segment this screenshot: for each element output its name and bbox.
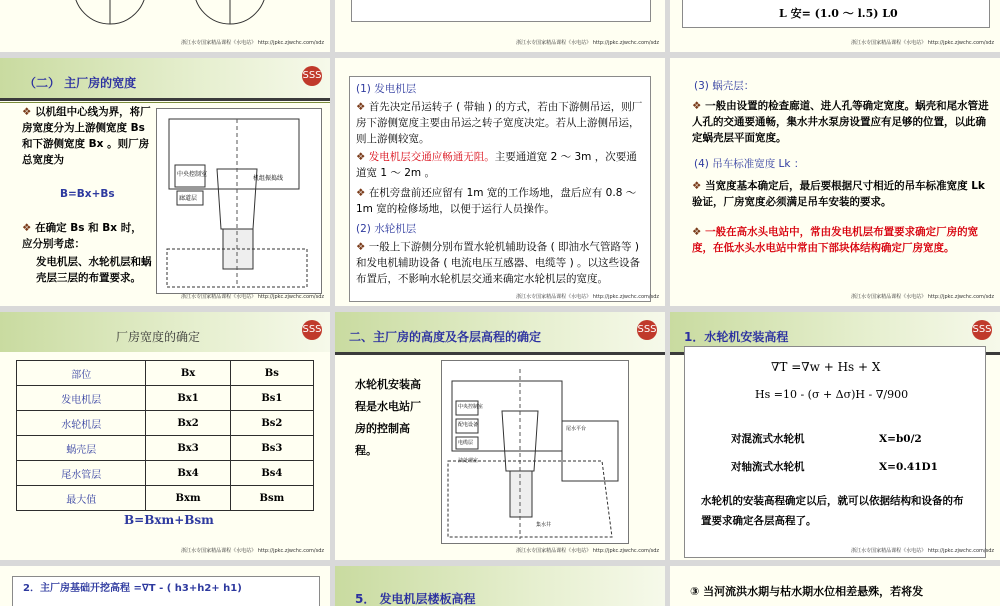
slide-title: 1．水轮机安装高程 [684, 330, 789, 344]
paragraph-2: ❖ 在确定 Bs 和 Bx 时，应分别考虑： [22, 222, 142, 250]
bullet-item: ❖ 首先决定吊运转子 ( 带轴 ) 的方式，若由下游侧吊运，则厂房下游侧宽度主要由吊运之转子宽度决定。若从上游侧吊运，则上游侧较宽。 [356, 101, 643, 145]
content-box [351, 0, 651, 22]
drawing-label: 中央控制室 [177, 171, 208, 178]
drawing-label: 尾水平台 [566, 426, 587, 432]
divider [335, 352, 665, 355]
slide-title: 二、主厂房的高度及各层高程的确定 [349, 330, 542, 344]
title-band [335, 312, 665, 352]
footer-text: 浙江水专国家精品课程《水电站》 http://jpkc.zjwchc.com/sdz [181, 40, 324, 46]
table-header-cell: 部位 [17, 361, 146, 386]
elevation-svg [442, 361, 628, 543]
slide-width-table [0, 312, 330, 560]
footer-text: 浙江水专国家精品课程《水电站》 http://jpkc.zjwchc.com/sdz [181, 294, 324, 300]
table-cell: Bs1 [230, 386, 313, 411]
section-heading: (3) 蜗壳层： [694, 80, 755, 92]
content-box [12, 576, 320, 606]
table-row [17, 486, 314, 511]
divider [0, 102, 330, 103]
drawing-label: 配电设备 [458, 422, 479, 428]
bullet-item-highlight: ❖ 一般在高水头电站中，常由发电机层布置要求确定厂房的宽度，在低水头水电站中常由下部块体结构确定厂房宽度。 [692, 226, 979, 254]
bullet-text: 当宽度基本确定后，最后要根据尺寸相近的吊车标准宽度 Lk 验证，厂房宽度必须满足吊车安装的要求。 [692, 180, 985, 208]
slide-title: 5． 发电机层楼板高程 [355, 592, 476, 606]
bullet-text-highlight: 发电机层交通应畅通无阻。 [368, 151, 495, 163]
bullet-text: 在机旁盘前还应留有 1m 宽的工作场地，盘后应有 0.8 ～ 1m 宽的检修场地，以便于运行人员操作。 [356, 187, 637, 215]
bullet-text: 首先决定吊运转子 ( 带轴 ) 的方式，若由下游侧吊运，则厂房下游侧宽度主要由吊运之转子宽度决定。若从上游侧吊运，则上游侧较宽。 [356, 101, 643, 145]
table-cell: 水轮机层 [17, 411, 146, 436]
table-cell: 蜗壳层 [17, 436, 146, 461]
francis-label: 对混流式水轮机 [731, 433, 805, 445]
slide-bottom-left [0, 566, 330, 606]
width-formula: B=Bx+Bs [60, 188, 115, 200]
table-header-cell: Bs [230, 361, 313, 386]
footer-text: 浙江水专国家精品课程《水电站》 http://jpkc.zjwchc.com/sdz [181, 548, 324, 554]
table-row [17, 386, 314, 411]
formula-box [682, 0, 990, 28]
table-row [17, 411, 314, 436]
slide-top-right [670, 0, 1000, 52]
table-row [17, 436, 314, 461]
bullet-text: 一般在高水头电站中，常由发电机层布置要求确定厂房的宽度，在低水头水电站中常由下部块体结构确定厂房宽度。 [692, 226, 979, 254]
divider [0, 98, 330, 101]
powerhouse-elevation-drawing [441, 360, 629, 544]
bullet-item: ❖ 当宽度基本确定后，最后要根据尺寸相近的吊车标准宽度 Lk 验证，厂房宽度必须满足吊车安装的要求。 [692, 180, 985, 208]
paragraph-1-text: 以机组中心线为界，将厂房宽度分为上游侧宽度 Bs 和下游侧宽度 Bx 。则厂房总宽度为 [22, 106, 151, 166]
drawing-label: 集水井 [536, 522, 552, 528]
bullet-item: ❖ 发电机层交通应畅通无阻。主要通道宽 2 ～ 3m ，次要通道宽 1 ～ 2m 。 [356, 151, 637, 179]
total-width-formula: B=Bxm+Bsm [124, 513, 214, 527]
bullet-item: ❖ 一般由设置的检查廊道、进人孔等确定宽度。蜗壳和尾水管进人孔的交通要通畅，集水井水泵房设置应有足够的位置，以此确定蜗壳层平面宽度。 [692, 100, 989, 144]
paragraph-3: 发电机层、水轮机层和蜗壳层三层的布置要求。 [36, 256, 152, 284]
bullet-item: ❖ 在机旁盘前还应留有 1m 宽的工作场地，盘后应有 0.8 ～ 1m 宽的检修场地，以便于运行人员操作。 [356, 187, 637, 215]
footer-text: 浙江水专国家精品课程《水电站》 http://jpkc.zjwchc.com/sdz [851, 548, 994, 554]
table-cell: Bxm [146, 486, 230, 511]
content-box [349, 76, 651, 302]
paragraph-2-text: 在确定 Bs 和 Bx 时，应分别考虑： [22, 222, 142, 250]
footer-text: 浙江水专国家精品课程《水电站》 http://jpkc.zjwchc.com/sdz [851, 294, 994, 300]
title-band [0, 312, 330, 352]
section-heading: (1) 发电机层 [356, 83, 417, 95]
table-cell: Bs3 [230, 436, 313, 461]
elevation-equation: ∇T =∇w + Hs + X [771, 360, 881, 374]
table-cell: Bx4 [146, 461, 230, 486]
drawing-label: 机组振捣线 [253, 175, 284, 182]
flood-level-text: ③ 当河流洪水期与枯水期水位相差悬殊，若将发 [690, 585, 924, 598]
section-heading: (4) 吊车标准宽度 Lk ： [694, 158, 805, 170]
table-row [17, 461, 314, 486]
conclusion-text: 水轮机的安装高程确定以后，就可以依据结构和设备的布置要求确定各层高程了。 [701, 495, 964, 527]
footer-text: 浙江水专国家精品课程《水电站》 http://jpkc.zjwchc.com/sdz [851, 40, 994, 46]
logo-icon: SSS [637, 320, 657, 340]
footer-text: 浙江水专国家精品课程《水电站》 http://jpkc.zjwchc.com/sdz [516, 40, 659, 46]
table-cell: Bs2 [230, 411, 313, 436]
table-header-row [17, 361, 314, 386]
slide-title: 厂房宽度的确定 [116, 330, 201, 344]
drawing-label: 廊道层 [179, 195, 198, 202]
slide-bottom-middle [335, 566, 665, 606]
suction-height-equation: Hs =10 - (σ + Δσ)H - ∇/900 [755, 388, 909, 401]
logo-icon: SSS [972, 320, 992, 340]
table-cell: Bx3 [146, 436, 230, 461]
table-cell: 发电机层 [17, 386, 146, 411]
slide-spiral-case-floor [670, 58, 1000, 306]
table-cell: 最大值 [17, 486, 146, 511]
table-cell: Bsm [230, 486, 313, 511]
length-formula: L 安= (1.0 ～ l.5) L0 [779, 7, 898, 20]
paragraph-1: ❖ 以机组中心线为界，将厂房宽度分为上游侧宽度 Bs 和下游侧宽度 Bx 。则厂房总宽度为 [22, 106, 151, 166]
slide-bottom-right [670, 566, 1000, 606]
slide-height-elevation [335, 312, 665, 560]
table-cell: Bs4 [230, 461, 313, 486]
excavation-elevation-text: 2．主厂房基础开挖高程 =∇T - ( h3+h2+ h1) [23, 583, 242, 594]
footer-text: 浙江水专国家精品课程《水电站》 http://jpkc.zjwchc.com/sdz [516, 548, 659, 554]
powerhouse-cross-section-drawing [156, 108, 322, 294]
title-band [0, 58, 330, 98]
table-header-cell: Bx [146, 361, 230, 386]
drawing-label: 中央控制室 [458, 404, 484, 410]
logo-icon: SSS [302, 66, 322, 86]
bullet-text: 主要通道宽 2 ～ 3m ，次要通道宽 1 ～ 2m 。 [356, 151, 637, 179]
slide-turbine-elevation [670, 312, 1000, 560]
table-cell: Bx2 [146, 411, 230, 436]
bullet-text: 一般由设置的检查廊道、进人孔等确定宽度。蜗壳和尾水管进人孔的交通要通畅，集水井水泵房设置应有足够的位置，以此确定蜗壳层平面宽度。 [692, 100, 989, 144]
kaplan-label: 对轴流式水轮机 [731, 461, 805, 473]
control-elevation-text: 水轮机安装高程是水电站厂房的控制高程。 [355, 378, 421, 457]
slide-width-intro [0, 58, 330, 306]
slide-top-left [0, 0, 330, 52]
footer-text: 浙江水专国家精品课程《水电站》 http://jpkc.zjwchc.com/sdz [516, 294, 659, 300]
kaplan-value: X=0.41D1 [879, 461, 938, 473]
slide-top-middle [335, 0, 665, 52]
section-heading: (2) 水轮机层 [356, 223, 417, 235]
francis-value: X=b0/2 [879, 433, 922, 445]
formula-box [684, 346, 986, 558]
bullet-item: ❖ 一般上下游侧分别布置水轮机辅助设备 ( 即油水气管路等 ) 和发电机辅助设备 ( 电流电压互感器、电缆等 ) 。以这些设备布置后，不影响水轮机层交通来确定水轮机层的宽度。 [356, 241, 641, 285]
logo-icon: SSS [302, 320, 322, 340]
table-cell: Bx1 [146, 386, 230, 411]
slide-generator-floor [335, 58, 665, 306]
drawing-label: 电缆层 [458, 440, 474, 446]
width-table [16, 360, 314, 511]
bullet-text: 一般上下游侧分别布置水轮机辅助设备 ( 即油水气管路等 ) 和发电机辅助设备 ( 电流电压互感器、电缆等 ) 。以这些设备布置后，不影响水轮机层交通来确定水轮机层的宽度。 [356, 241, 641, 285]
table-cell: 尾水管层 [17, 461, 146, 486]
slide-title: （二） 主厂房的宽度 [24, 76, 137, 90]
drawing-label: 油处理室 [458, 458, 479, 464]
title-band [335, 566, 665, 606]
